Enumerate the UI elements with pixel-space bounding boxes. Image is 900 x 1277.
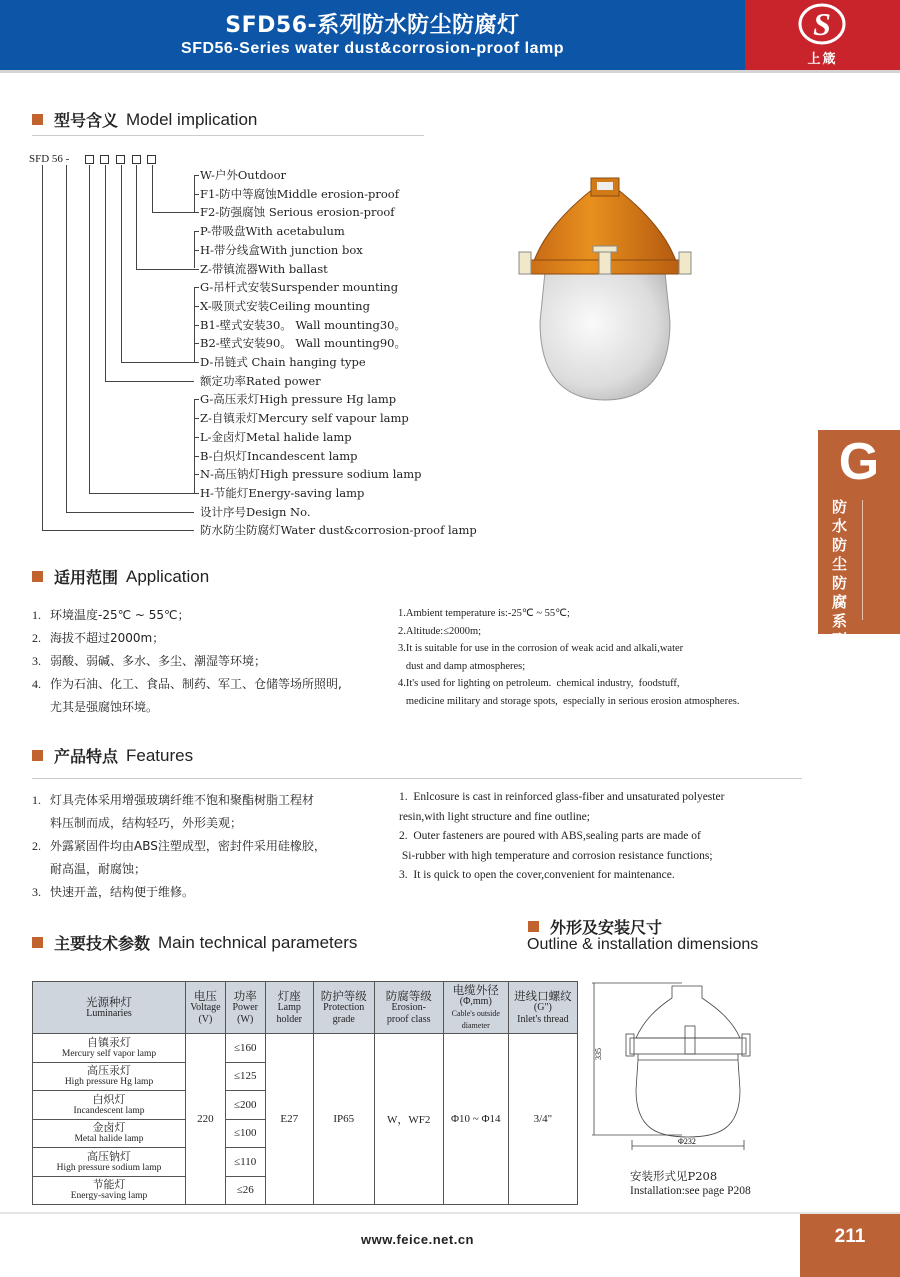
tree-connector (194, 474, 199, 475)
luminaire-en: Incandescent lamp (73, 1105, 145, 1116)
application-list-zh (32, 604, 397, 719)
page-number-box (800, 1214, 900, 1277)
header-zh: 光源种灯 (86, 994, 132, 1009)
table-body (33, 1034, 578, 1205)
table-header-row (33, 982, 578, 1034)
cable-diameter-cell: Φ10 ~ Φ14 (443, 1034, 508, 1205)
list-line: 1.Ambient temperature is:-25℃ ~ 55℃; (398, 608, 570, 619)
model-tree-item: P-带吸盘With acetabulum (200, 224, 345, 239)
luminaire-zh: 白炽灯 (92, 1092, 126, 1106)
list-text: 灯具壳体采用增强玻璃纤维不饱和聚酯树脂工程材 (50, 793, 315, 807)
list-line: 2.Altitude:≤2000m; (398, 625, 482, 637)
model-tree-item: W-户外Outdoor (200, 168, 287, 182)
code-box (116, 155, 125, 164)
luminaire-cell (33, 1091, 186, 1120)
section-marker-icon (528, 921, 539, 932)
tree-connector (42, 165, 43, 530)
model-tree-item: F1-防中等腐蚀Middle erosion-proof (200, 186, 399, 201)
series-label: 防水防尘防腐系列 (832, 498, 848, 649)
section-application-zh: 适用范围 (54, 568, 119, 587)
list-item (32, 650, 397, 673)
luminaire-en: High pressure Hg lamp (64, 1077, 154, 1088)
list-text: 弱酸、弱碱、多水、多尘、潮湿等环境； (50, 654, 267, 668)
tree-connector (194, 325, 199, 326)
list-line: 2. Outer fasteners are poured with ABS,sealing parts are made of (399, 830, 701, 842)
brand-logo (745, 0, 900, 70)
inlet-thread-cell: 3/4" (508, 1034, 577, 1205)
list-item (32, 604, 397, 627)
luminaire-zh: 高压钠灯 (87, 1149, 131, 1163)
svg-text:S: S (813, 6, 831, 42)
code-box (132, 155, 141, 164)
tree-connector (89, 493, 194, 494)
tree-connector (194, 399, 199, 400)
tree-connector (194, 194, 199, 195)
luminaire-en: Mercury self vapor lamp (61, 1048, 157, 1059)
header-en: Luminaries (86, 1007, 132, 1019)
list-line: 4.It's used for lighting on petroleum. chemical industry, foodstuff, (398, 678, 680, 689)
list-text: 快速开盖，结构便于维修。 (50, 885, 195, 899)
power-cell: ≤125 (225, 1062, 265, 1091)
tree-connector (194, 306, 199, 307)
tree-connector (66, 512, 194, 513)
model-tree-item: G-高压汞灯High pressure Hg lamp (200, 392, 397, 407)
model-tree-item: Z-带镇流器With ballast (200, 261, 328, 276)
header-zh: 进线口螺纹 (514, 988, 572, 1003)
model-tree-item: 防水防尘防腐灯Water dust&corrosion-proof lamp (200, 523, 477, 538)
section-divider (32, 135, 424, 136)
model-code: SFD 56 - (29, 153, 70, 165)
list-item (32, 789, 397, 812)
series-letter: G (838, 433, 880, 491)
list-line: 1. Enlcosure is cast in reinforced glass-fiber and unsaturated polyester (399, 791, 725, 803)
model-tree-item: H-节能灯Energy-saving lamp (200, 485, 365, 500)
list-number: 1. (32, 793, 41, 807)
page-subtitle: SFD56-Series water dust&corrosion-proof lamp (181, 40, 564, 57)
list-line: 3.It is suitable for use in the corrosion of weak acid and alkali,water (398, 643, 684, 654)
luminaire-en: High pressure sodium lamp (56, 1162, 162, 1173)
section-marker-icon (32, 114, 43, 125)
model-tree-item: Z-自镇汞灯Mercury self vapour lamp (200, 411, 409, 426)
code-box (85, 155, 94, 164)
list-line: resin,with light structure and fine outline; (399, 810, 590, 823)
list-line: 3. It is quick to open the cover,convenient for maintenance. (399, 869, 675, 881)
lamp-photo (505, 172, 705, 407)
features-list-en (399, 788, 809, 886)
outline-drawing (592, 980, 792, 1160)
table-header-cell (313, 982, 374, 1034)
tree-connector (194, 418, 199, 419)
header-en: Power (232, 1001, 259, 1013)
list-item (32, 835, 397, 858)
section-outline-zh: 外形及安装尺寸 (550, 918, 663, 937)
tree-connector (136, 269, 194, 270)
tree-connector (194, 212, 199, 213)
luminaire-zh: 高压汞灯 (87, 1064, 131, 1078)
list-text: 海拔不超过2000m； (50, 631, 165, 645)
tree-connector (194, 250, 199, 251)
list-number: 4. (32, 677, 41, 691)
tree-connector (194, 493, 199, 494)
model-tree-item: 额定功率Rated power (200, 373, 321, 388)
luminaire-cell (33, 1176, 186, 1205)
tree-connector (194, 269, 199, 270)
list-text-continued: 耐高温，耐腐蚀； (50, 862, 147, 876)
section-outline-en: Outline & installation dimensions (527, 936, 759, 953)
list-number: 2. (32, 839, 41, 853)
section-outline-heading (528, 915, 670, 938)
logo-s-icon (745, 0, 900, 50)
code-box (147, 155, 156, 164)
luminaire-zh: 自镇汞灯 (87, 1035, 131, 1049)
section-features-heading (32, 744, 193, 767)
header-zh: 防腐等级 (385, 988, 432, 1003)
tree-connector (121, 165, 122, 362)
features-list-zh (32, 789, 397, 904)
list-line: Si-rubber with high temperature and corrosion resistance functions; (399, 849, 713, 862)
tree-connector (121, 362, 194, 363)
model-tree-item: B-白炽灯Incandescent lamp (200, 448, 358, 463)
header-zh: 防护等级 (320, 988, 367, 1003)
table-header-cell (443, 982, 508, 1034)
section-application-en: Application (126, 566, 210, 586)
table-row (33, 1034, 578, 1063)
header-divider (0, 70, 900, 73)
lamp-holder-cell: E27 (265, 1034, 313, 1205)
luminaire-en: Metal halide lamp (74, 1134, 144, 1145)
voltage-cell: 220 (186, 1034, 226, 1205)
list-number: 3. (32, 654, 41, 668)
model-tree-item: X-吸顶式安装Ceiling mounting (200, 298, 370, 313)
luminaire-en: Energy-saving lamp (70, 1191, 148, 1202)
header-en2: Cable's outside (451, 1008, 500, 1018)
erosion-cell: W，WF2 (374, 1034, 443, 1205)
model-tree-item: F2-防强腐蚀 Serious erosion-proof (200, 205, 395, 220)
list-text: 外露紧固件均由ABS注塑成型，密封件采用硅橡胶， (50, 839, 326, 853)
section-marker-icon (32, 571, 43, 582)
header-en2: (W) (237, 1013, 254, 1025)
header-zh: 电缆外径 (452, 982, 499, 997)
logo-text: 上箴 (807, 52, 838, 67)
section-model-en: Model implication (126, 109, 258, 129)
list-number: 1. (32, 608, 41, 622)
power-cell: ≤26 (225, 1176, 265, 1205)
code-box (100, 155, 109, 164)
header-en: Voltage (190, 1001, 221, 1013)
tree-connector (194, 231, 199, 232)
model-tree-item: G-吊杆式安装Surspender mounting (200, 280, 399, 295)
tree-connector (194, 175, 199, 176)
section-divider (32, 778, 802, 779)
section-marker-icon (32, 750, 43, 761)
section-features-zh: 产品特点 (54, 747, 119, 766)
page-title: SFD56-系列防水防尘防腐灯 (225, 13, 520, 38)
luminaire-cell (33, 1119, 186, 1148)
side-tab-rule (862, 500, 863, 620)
list-line: dust and damp atmospheres; (398, 660, 526, 672)
list-item (32, 881, 397, 904)
tree-connector (194, 287, 199, 288)
model-tree-item: D-吊链式 Chain hanging type (200, 355, 366, 369)
list-text: 作为石油、化工、食品、制药、军工、仓储等场所照明, (50, 677, 342, 691)
tree-connector (42, 530, 194, 531)
header-en2: (V) (198, 1013, 213, 1025)
list-item (32, 673, 397, 696)
tree-connector (105, 381, 194, 382)
luminaire-cell (33, 1034, 186, 1063)
tree-connector (194, 456, 199, 457)
header-en3: diameter (461, 1020, 490, 1030)
header-en: Erosion- (391, 1001, 426, 1013)
tree-connector (194, 362, 199, 363)
list-text-continued: 料压制而成，结构轻巧，外形美观； (50, 816, 243, 830)
section-model-zh: 型号含义 (54, 111, 119, 130)
tree-connector (105, 165, 106, 381)
footer-url[interactable]: www.feice.net.cn (361, 1232, 474, 1247)
section-marker-icon (32, 937, 43, 948)
table-header-cell (508, 982, 577, 1034)
power-cell: ≤110 (225, 1148, 265, 1177)
header-en2: grade (332, 1013, 355, 1025)
tree-connector (136, 165, 137, 269)
section-application-heading (32, 565, 209, 588)
list-text-continued: 尤其是强腐蚀环境。 (50, 700, 159, 714)
table-header-cell (374, 982, 443, 1034)
protection-cell: IP65 (313, 1034, 374, 1205)
section-model-heading (32, 108, 257, 131)
model-tree-item: B1-壁式安装30。 Wall mounting30。 (200, 317, 406, 332)
model-tree-item: B2-壁式安装90。 Wall mounting90。 (200, 336, 406, 351)
luminaire-cell (33, 1148, 186, 1177)
section-params-heading (32, 931, 357, 954)
header-en: (Φ,mm) (459, 995, 492, 1007)
tree-connector (152, 212, 194, 213)
footer-divider (0, 1212, 900, 1214)
diameter-dimension: Φ232 (678, 1137, 696, 1146)
power-cell: ≤200 (225, 1091, 265, 1120)
table-header-cell (33, 982, 186, 1034)
tree-connector (194, 437, 199, 438)
power-cell: ≤100 (225, 1119, 265, 1148)
list-number: 2. (32, 631, 41, 645)
section-params-en: Main technical parameters (158, 932, 358, 952)
luminaire-zh: 金卤灯 (92, 1121, 126, 1135)
application-list-en (398, 605, 808, 710)
header-en2: Inlet's thread (517, 1013, 569, 1025)
header-en: Protection (323, 1001, 365, 1013)
header-zh: 电压 (193, 988, 217, 1003)
table-header-cell (225, 982, 265, 1034)
header-zh: 灯座 (277, 988, 301, 1003)
luminaire-cell (33, 1062, 186, 1091)
list-line: medicine military and storage spots, especially in serious erosion atmospheres. (398, 695, 740, 707)
tree-connector (89, 165, 90, 493)
install-note-en: Installation:see page P208 (630, 1185, 751, 1197)
model-tree-item: H-带分线盒With junction box (200, 242, 363, 257)
header-zh: 功率 (233, 988, 257, 1003)
tree-connector (152, 165, 153, 212)
list-text: 环境温度-25℃ ~ 55℃； (50, 608, 190, 622)
header-en: Lamp (277, 1001, 301, 1013)
list-number: 3. (32, 885, 41, 899)
install-note-zh: 安装形式见P208 (630, 1169, 718, 1183)
height-dimension: 335 (594, 1048, 603, 1060)
page-number: 211 (834, 1226, 866, 1247)
model-tree-item: N-高压钠灯High pressure sodium lamp (200, 467, 422, 482)
model-tree-item: L-金卤灯Metal halide lamp (200, 429, 352, 444)
header-en2: proof class (386, 1013, 431, 1025)
section-params-zh: 主要技术参数 (54, 934, 151, 953)
tree-connector (66, 165, 67, 512)
power-cell: ≤160 (225, 1034, 265, 1063)
header-en2: holder (276, 1013, 303, 1025)
luminaire-zh: 节能灯 (92, 1178, 126, 1192)
header-en: (G") (533, 1001, 552, 1013)
tree-connector (194, 343, 199, 344)
series-side-tab (818, 430, 900, 649)
list-item (32, 627, 397, 650)
params-table (32, 981, 578, 1205)
table-header-cell (265, 982, 313, 1034)
model-tree-item: 设计序号Design No. (200, 504, 311, 519)
tree-connector (194, 399, 195, 493)
table-header-cell (186, 982, 226, 1034)
section-features-en: Features (126, 745, 194, 765)
